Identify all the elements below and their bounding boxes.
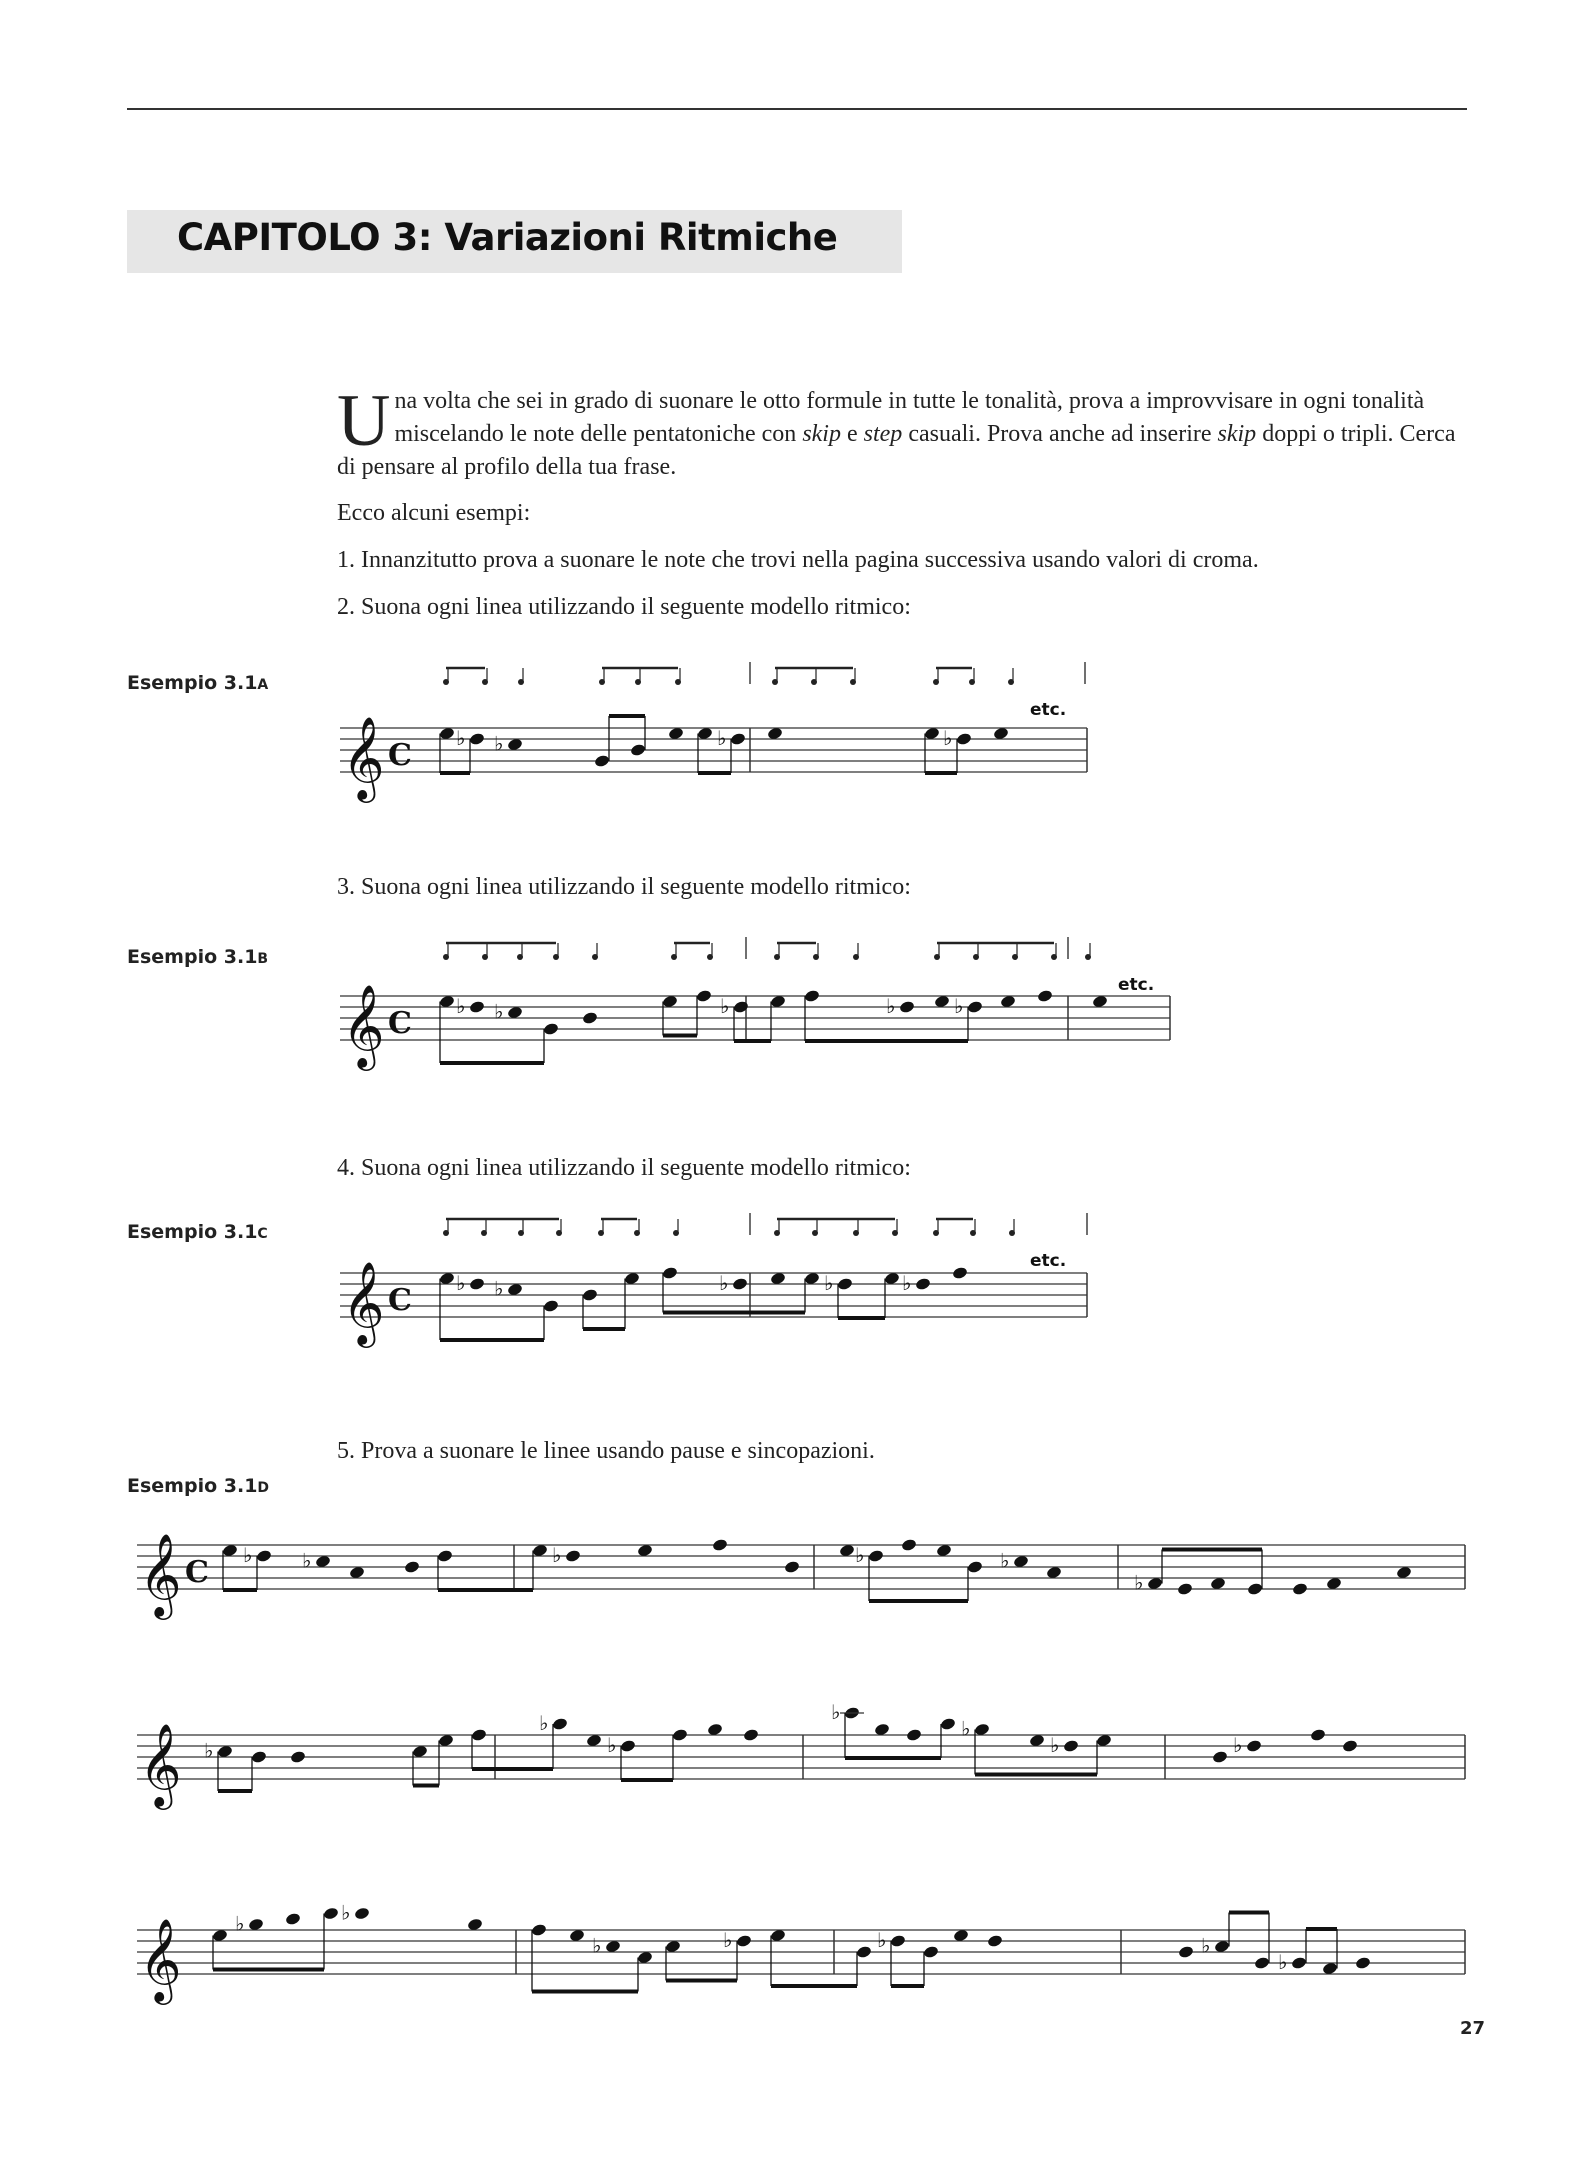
instruction-3: 3. Suona ogni linea utilizzando il seguente modello ritmico: [337, 874, 911, 900]
note-head [290, 1750, 307, 1764]
note-head [285, 1912, 302, 1926]
note-head [890, 1934, 907, 1948]
note-head [696, 989, 713, 1003]
flat-sign: ♭ [719, 1271, 729, 1295]
instruction-4: 4. Suona ogni linea utilizzando il seguente modello ritmico: [337, 1155, 911, 1181]
etc-label: etc. [1118, 975, 1155, 995]
note-head [543, 1299, 560, 1313]
example-label-b: Esempio 3.1B [127, 946, 269, 968]
note-head [733, 1000, 750, 1014]
time-signature: C [388, 1006, 412, 1041]
note-head [565, 1549, 582, 1563]
note-head [323, 1906, 340, 1920]
instruction-2: 2. Suona ogni linea utilizzando il seguente modello ritmico: [337, 594, 911, 620]
note-head [923, 1945, 940, 1959]
note-head [672, 1728, 689, 1742]
flat-sign: ♭ [204, 1738, 214, 1763]
flat-sign: ♭ [592, 1933, 602, 1958]
treble-clef: 𝄞 [139, 1532, 182, 1616]
note-head [1291, 1956, 1308, 1970]
flat-sign: ♭ [723, 1928, 733, 1952]
note-head [630, 743, 647, 757]
note-head [1246, 1739, 1263, 1753]
flat-sign: ♭ [1134, 1570, 1144, 1595]
intro-emphasis: skip [802, 421, 841, 447]
note-head [582, 1288, 599, 1302]
flat-sign: ♭ [902, 1271, 912, 1295]
note-head [730, 732, 747, 746]
note-head [552, 1717, 569, 1731]
note-head [899, 1000, 916, 1014]
note-head [1254, 1956, 1271, 1970]
flat-sign: ♭ [1000, 1548, 1010, 1573]
note-head [1178, 1945, 1195, 1959]
note-head [743, 1728, 760, 1742]
note-head [469, 732, 486, 746]
note-head [856, 1945, 873, 1959]
note-head [437, 1549, 454, 1563]
treble-clef: 𝄞 [139, 1917, 182, 2001]
note-head [1063, 1739, 1080, 1753]
note-head [837, 1277, 854, 1291]
flat-sign: ♭ [720, 994, 730, 1018]
flat-sign: ♭ [824, 1271, 834, 1295]
note-head [1342, 1739, 1359, 1753]
time-signature: C [388, 1283, 412, 1318]
examples-intro: Ecco alcuni esempi: [337, 500, 531, 526]
flat-sign: ♭ [456, 1271, 466, 1295]
flat-sign: ♭ [539, 1711, 549, 1735]
note-head [940, 1717, 957, 1731]
note-head [469, 1277, 486, 1291]
instruction-1: 1. Innanzitutto prova a suonare le note che trovi nella pagina successiva usando valori di croma. [337, 547, 1259, 573]
note-head [868, 1549, 885, 1563]
flat-sign: ♭ [1201, 1933, 1211, 1958]
flat-sign: ♭ [943, 726, 953, 750]
flat-sign: ♭ [302, 1548, 312, 1573]
treble-clef: 𝄞 [342, 1260, 385, 1344]
note-head [915, 1277, 932, 1291]
note-head [1177, 1582, 1194, 1596]
flat-sign: ♭ [494, 999, 504, 1024]
intro-emphasis: skip [1217, 421, 1257, 447]
intro-text: e [840, 421, 864, 447]
note-head [952, 1266, 969, 1280]
note-head [251, 1750, 268, 1764]
flat-sign: ♭ [494, 731, 504, 756]
note-head [531, 1923, 548, 1937]
intro-text: casuali. Prova anche ad inserire [902, 421, 1218, 447]
flat-sign: ♭ [456, 994, 466, 1018]
note-head [354, 1906, 371, 1920]
flat-sign: ♭ [961, 1716, 971, 1741]
flat-sign: ♭ [886, 994, 896, 1018]
time-signature: C [388, 738, 412, 773]
staves [137, 715, 1465, 2005]
page-number: 27 [1460, 2018, 1486, 2039]
note-head [256, 1549, 273, 1563]
note-head [1247, 1582, 1264, 1596]
intro-lead: na volta che sei in grado di suonare le otto formule in tutte le tonalità, prova a improvvisare in ogni tonalità miscelando le note delle pentatoniche con [394, 388, 1425, 447]
note-head [901, 1538, 918, 1552]
flat-sign: ♭ [1233, 1733, 1243, 1757]
note-head [732, 1277, 749, 1291]
note-head [906, 1728, 923, 1742]
flat-sign: ♭ [341, 1900, 351, 1925]
note-head [620, 1739, 637, 1753]
flat-sign: ♭ [552, 1543, 562, 1567]
flat-sign: ♭ [235, 1911, 245, 1936]
note-head [1310, 1728, 1327, 1742]
treble-clef: 𝄞 [342, 715, 385, 799]
note-head [1037, 989, 1054, 1003]
example-label-d: Esempio 3.1D [127, 1475, 270, 1497]
note-head [471, 1728, 488, 1742]
note-head [582, 1011, 599, 1025]
note-head [956, 732, 973, 746]
rhythm-patterns [443, 662, 1091, 1236]
note-head [1355, 1956, 1372, 1970]
note-head [967, 1560, 984, 1574]
intro-text: doppi o tripli. Cerca di pensare al profilo della tua frase. [337, 421, 1456, 480]
etc-label: etc. [1030, 700, 1067, 720]
example-label-c: Esempio 3.1C [127, 1221, 268, 1243]
note-head [736, 1934, 753, 1948]
flat-sign: ♭ [831, 1700, 841, 1724]
example-label-a: Esempio 3.1A [127, 672, 269, 694]
chapter-title: CAPITOLO 3: Variazioni Ritmiche [177, 216, 838, 259]
note-head [662, 1266, 679, 1280]
note-head [967, 1000, 984, 1014]
note-head [712, 1538, 729, 1552]
flat-sign: ♭ [717, 726, 727, 750]
note-head [404, 1560, 421, 1574]
flat-sign: ♭ [877, 1928, 887, 1952]
note-head [1292, 1582, 1309, 1596]
note-head [469, 1000, 486, 1014]
flat-sign: ♭ [243, 1543, 253, 1567]
flat-sign: ♭ [1050, 1733, 1060, 1757]
note-head [987, 1934, 1004, 1948]
flat-sign: ♭ [1278, 1950, 1288, 1974]
flat-sign: ♭ [494, 1276, 504, 1301]
intro-emphasis: step [863, 421, 903, 447]
note-head [804, 989, 821, 1003]
time-signature: C [185, 1555, 209, 1590]
flat-sign: ♭ [855, 1543, 865, 1567]
flat-sign: ♭ [607, 1733, 617, 1757]
flat-sign: ♭ [954, 994, 964, 1018]
flat-sign: ♭ [456, 726, 466, 750]
treble-clef: 𝄞 [342, 983, 385, 1067]
note-head [1212, 1750, 1229, 1764]
note-head [543, 1022, 560, 1036]
note-head [784, 1560, 801, 1574]
etc-label: etc. [1030, 1251, 1067, 1271]
note-head [594, 754, 611, 768]
drop-cap: U [337, 380, 391, 462]
treble-clef: 𝄞 [139, 1722, 182, 1806]
notes [204, 716, 1412, 1992]
instruction-5: 5. Prova a suonare le linee usando pause e sincopazioni. [337, 1438, 875, 1464]
